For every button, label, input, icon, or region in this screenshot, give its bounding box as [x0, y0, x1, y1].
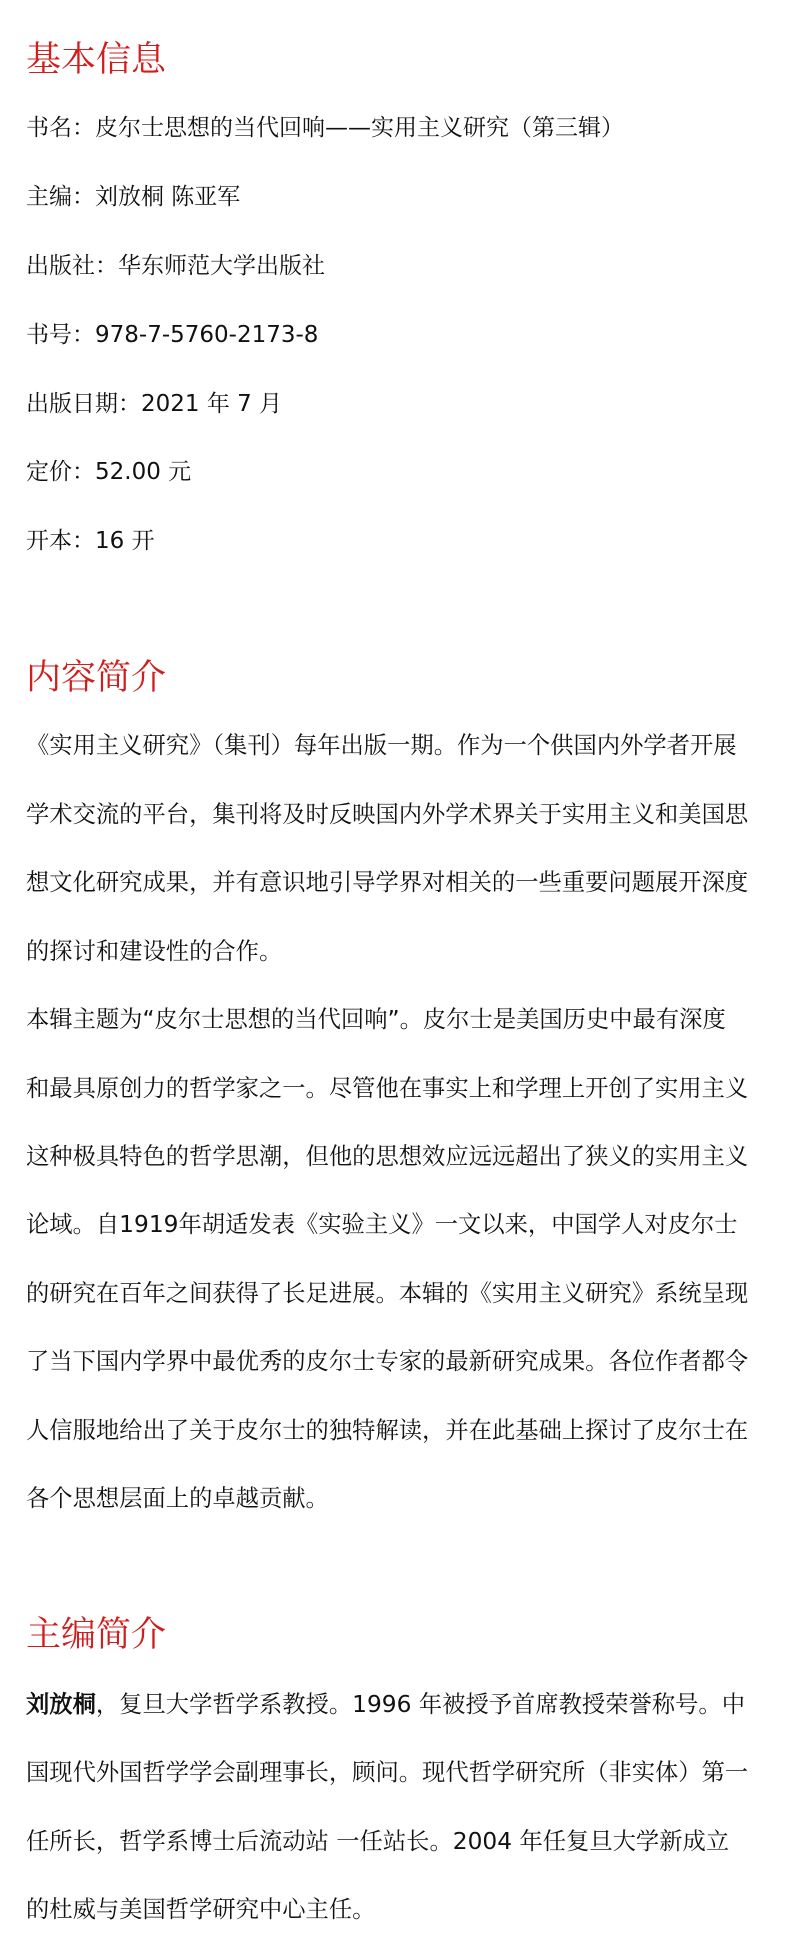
content-line: 本辑主题为“皮尔士思想的当代回响”。皮尔士是美国历史中最有深度: [26, 1006, 726, 1033]
editors-line: 主编：刘放桐 陈亚军: [26, 184, 241, 210]
content-line: 论域。自1919年胡适发表《实验主义》一文以来，中国学人对皮尔士: [26, 1211, 738, 1238]
content-line: 各个思想层面上的卓越贡献。: [26, 1485, 329, 1512]
format-line: 开本：16 开: [26, 528, 155, 554]
editor-bio-text: ，复旦大学哲学系教授。1996 年被授予首席教授荣誉称号。中: [95, 1691, 746, 1718]
editor-bio-line: [26, 1689, 766, 1721]
content-intro-heading: 内容简介: [26, 658, 167, 698]
content-line: 的探讨和建设性的合作。: [26, 938, 283, 965]
content-line: 和最具原创力的哲学家之一。尽管他在事实上和学理上开创了实用主义: [26, 1075, 749, 1102]
basic-info-heading: 基本信息: [26, 40, 167, 80]
editor-intro-heading: 主编简介: [26, 1615, 167, 1655]
content-line: 的研究在百年之间获得了长足进展。本辑的《实用主义研究》系统呈现: [26, 1280, 749, 1307]
content-line: 《实用主义研究》（集刊）每年出版一期。作为一个供国内外学者开展: [26, 732, 737, 759]
content-line: 想文化研究成果，并有意识地引导学界对相关的一些重要问题展开深度: [26, 869, 749, 896]
content-line: 这种极具特色的哲学思潮，但他的思想效应远远超出了狭义的实用主义: [26, 1143, 749, 1170]
publisher-line: 出版社：华东师范大学出版社: [26, 253, 325, 279]
editor-name: 刘放桐: [26, 1691, 96, 1718]
content-line: 学术交流的平台，集刊将及时反映国内外学术界关于实用主义和美国思: [26, 801, 749, 828]
isbn-line: 书号：978-7-5760-2173-8: [26, 322, 319, 348]
editor-bio-line: 的杜威与美国哲学研究中心主任。: [26, 1896, 376, 1923]
editor-bio-line: 任所长，哲学系博士后流动站 一任站长。2004 年任复旦大学新成立: [26, 1828, 730, 1855]
content-line: 人信服地给出了关于皮尔士的独特解读，并在此基础上探讨了皮尔士在: [26, 1417, 749, 1444]
publish-date-line: 出版日期：2021 年 7 月: [26, 391, 283, 417]
content-line: 了当下国内学界中最优秀的皮尔士专家的最新研究成果。各位作者都令: [26, 1348, 749, 1375]
price-line: 定价：52.00 元: [26, 459, 192, 485]
book-title-line: 书名：皮尔士思想的当代回响——实用主义研究（第三辑）: [26, 115, 624, 141]
editor-bio-line: 国现代外国哲学学会副理事长，顾问。现代哲学研究所（非实体）第一: [26, 1759, 749, 1786]
